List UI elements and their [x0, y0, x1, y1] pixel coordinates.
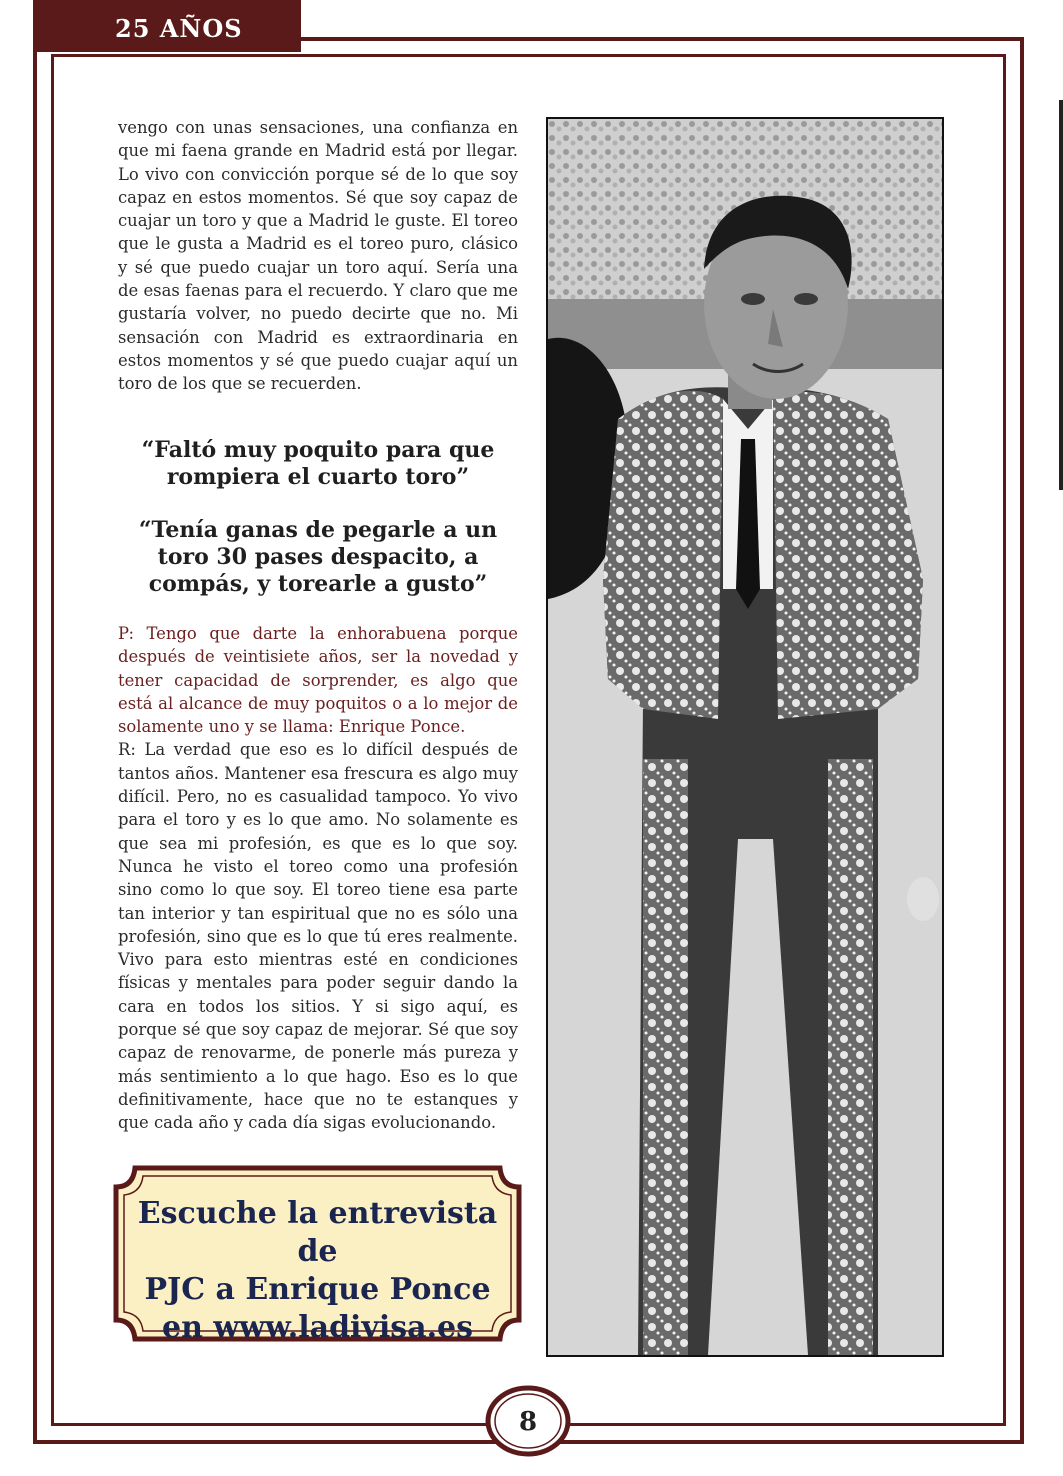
promo-line-2: PJC a Enrique Ponce: [144, 1272, 491, 1307]
page-number-badge: [485, 1385, 571, 1457]
section-header: 25 AÑOS: [33, 0, 301, 52]
promo-line-3[interactable]: en www.ladivisa.es: [161, 1310, 474, 1345]
intro-text: vengo con unas sensaciones, una confianza en que mi faena grande en Madrid está por llegar. Lo vivo con convicción porque sé de lo que soy capaz en estos momentos. Sé que soy capaz de cuajar un toro y que a Madrid le guste. El toreo que le gusta a Madrid es el toreo puro, clásico y sé que puedo cuajar un toro aquí. Sería una de esas faenas para el recuerdo. Y claro que me gustaría volver, no puedo decirte que no. Mi sensación con Madrid es extraordinaria en estos momentos y sé que puedo cuajar aquí un toro de los que se recuerden.: [118, 118, 518, 394]
promo-text: [113, 1195, 522, 1347]
bullfighter-photo: [546, 117, 944, 1357]
interview-block: [118, 622, 518, 1135]
page-edge-mark: [1059, 100, 1063, 490]
promo-line-1: Escuche la entrevista de: [137, 1196, 498, 1269]
intro-paragraph: [118, 116, 518, 396]
interview-question: P: Tengo que darte la enhorabuena porque después de veintisiete años, ser la novedad y tener capacidad de sorprender, es algo que está al alcance de muy poquitos o a lo mejor de solamente uno y se llama: Enrique Ponce.: [118, 624, 518, 737]
pull-quote-1: “Faltó muy poquito para que rompiera el cuarto toro”: [141, 437, 495, 490]
page-number: 8: [518, 1407, 538, 1437]
interview-answer: R: La verdad que eso es lo difícil después de tantos años. Mantener esa frescura es algo muy difícil. Pero, no es casualidad tampoco. Yo vivo para el toro y es lo que amo. No solamente es que sea mi profesión, es que es lo que soy. Nunca he visto el toreo como una profesión sino como lo que soy. El toreo tiene esa parte tan interior y tan espiritual que no es sólo una profesión, sino que es lo que tú eres realmente. Vivo para esto mientras esté en condiciones físicas y mentales para poder seguir dando la cara en todos los sitios. Y si sigo aquí, es porque sé que soy capaz de mejorar. Sé que soy capaz de renovarme, de ponerle más pureza y más sentimiento a lo que hago. Eso es lo que definitivamente, hace que no te estanques y que cada año y cada día sigas evolucionando.: [118, 740, 518, 1133]
promo-box: [113, 1165, 522, 1345]
photo-illustration: [548, 119, 942, 1355]
pull-quote-2: “Tenía ganas de pegarle a un toro 30 pases despacito, a compás, y torearle a gusto”: [138, 517, 498, 597]
